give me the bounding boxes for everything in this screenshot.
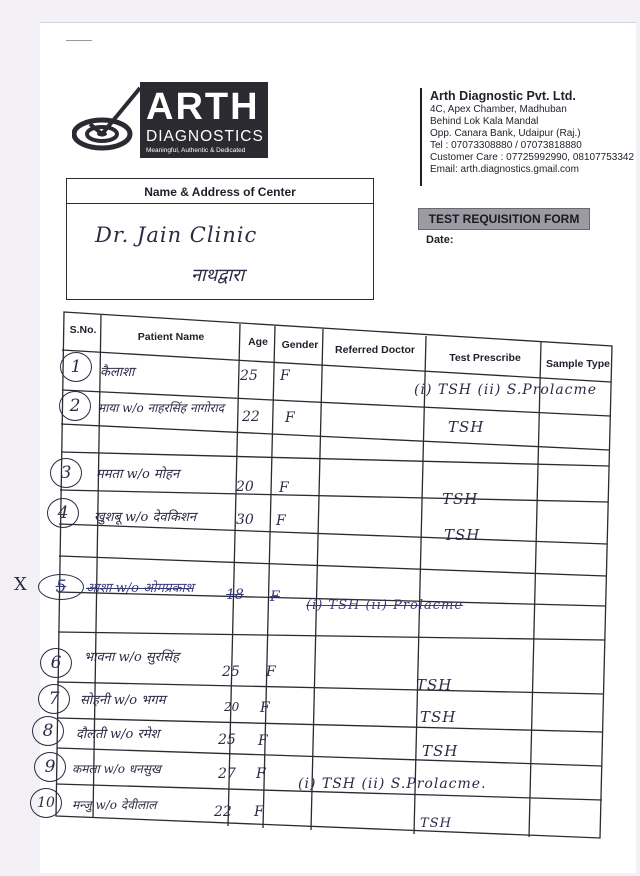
row-sno: 8: [32, 716, 64, 746]
row-patient-name: माया w/o नाहरसिंह नागोराद: [98, 401, 224, 415]
company-name: Arth Diagnostic Pvt. Ltd.: [430, 89, 576, 103]
row-test: (i) TSH (ii) S.Prolacme: [414, 382, 598, 398]
row-sno: 6: [40, 648, 72, 678]
row-sno: 3: [50, 458, 82, 488]
row-test: TSH: [420, 816, 452, 831]
row-gender: F: [254, 804, 264, 820]
row-patient-name: कैलाशा: [100, 365, 135, 380]
row-age: 30: [236, 512, 254, 528]
row-age: 25: [218, 732, 236, 748]
row-age: 25: [240, 368, 258, 384]
header-patient-name: Patient Name: [137, 331, 205, 343]
row-patient-name: आशा w/o ओमप्रकाश: [86, 581, 194, 596]
row-patient-name: भावना w/o सुरसिंह: [84, 650, 180, 665]
row-gender: F: [258, 733, 268, 749]
header-test-prescribe: Test Prescribe: [449, 352, 521, 364]
row-age: 20: [224, 700, 240, 714]
phone-line: Tel : 07073308880 / 07073818880: [430, 140, 582, 151]
row-patient-name: दौलती w/o रमेश: [76, 727, 160, 742]
header-sno: S.No.: [69, 324, 97, 336]
row-gender: F: [256, 766, 266, 782]
row-age: 18: [226, 587, 244, 603]
row-sno: 4: [47, 498, 79, 528]
row-patient-name: सोहनी w/o भगम: [80, 693, 166, 708]
email-line: Email: arth.diagnostics.gmail.com: [430, 164, 579, 175]
row-age: 27: [218, 766, 236, 782]
row-gender: F: [276, 513, 286, 529]
row-age: 20: [236, 479, 254, 495]
address-line: 4C, Apex Chamber, Madhuban: [430, 104, 567, 115]
row-patient-name: ममता w/o मोहन: [96, 467, 180, 482]
row-test: TSH: [422, 742, 459, 760]
row-gender: F: [266, 664, 276, 680]
row-test: (i) TSH (ii) Prolacme: [306, 598, 464, 613]
customer-care-line: Customer Care : 07725992990, 08107753342: [430, 152, 635, 163]
row-gender: F: [280, 368, 290, 384]
row-patient-name: कमला w/o धनसुख: [72, 762, 161, 776]
row-sno: 7: [38, 684, 70, 714]
address-line: Opp. Canara Bank, Udaipur (Raj.): [430, 128, 581, 139]
row-gender: F: [279, 480, 289, 496]
row-test: TSH: [420, 708, 457, 726]
header-age: Age: [248, 336, 268, 348]
row-gender: F: [260, 700, 270, 716]
cancel-mark: X: [14, 574, 27, 595]
row-sno: 9: [34, 752, 66, 782]
header-sample-type: Sample Type: [546, 358, 610, 370]
address-line: Behind Lok Kala Mandal: [430, 116, 539, 127]
row-age: 25: [222, 664, 240, 680]
row-patient-name: खुशबू w/o देवकिशन: [94, 510, 197, 525]
row-sno: 5: [38, 574, 84, 600]
row-age: 22: [242, 409, 260, 425]
row-gender: F: [270, 589, 280, 605]
row-sno: 10: [30, 788, 62, 818]
logo-tagline: Meaningful, Authentic & Dedicated: [146, 147, 246, 154]
center-address-title: Name & Address of Center: [67, 179, 373, 204]
row-test: TSH: [416, 676, 453, 694]
row-test: TSH: [442, 490, 479, 508]
date-label: Date:: [426, 234, 454, 246]
row-sno: 1: [60, 352, 92, 382]
row-age: 22: [214, 804, 232, 820]
logo-sub-text: DIAGNOSTICS: [146, 128, 264, 145]
row-patient-name: मन्जु w/o देवीलाल: [72, 798, 157, 812]
row-gender: F: [285, 410, 295, 426]
form-title: TEST REQUISITION FORM: [418, 208, 590, 230]
center-city: नाथद्वारा: [191, 265, 245, 286]
header-gender: Gender: [281, 339, 319, 351]
header-referred-doctor: Referred Doctor: [335, 344, 415, 356]
row-test: TSH: [448, 418, 485, 436]
row-test: (i) TSH (ii) S.Prolacme.: [298, 776, 487, 792]
row-test: TSH: [444, 526, 481, 544]
logo-main-text: ARTH: [146, 86, 260, 128]
center-name: Dr. Jain Clinic: [95, 223, 258, 247]
row-sno: 2: [59, 391, 91, 421]
